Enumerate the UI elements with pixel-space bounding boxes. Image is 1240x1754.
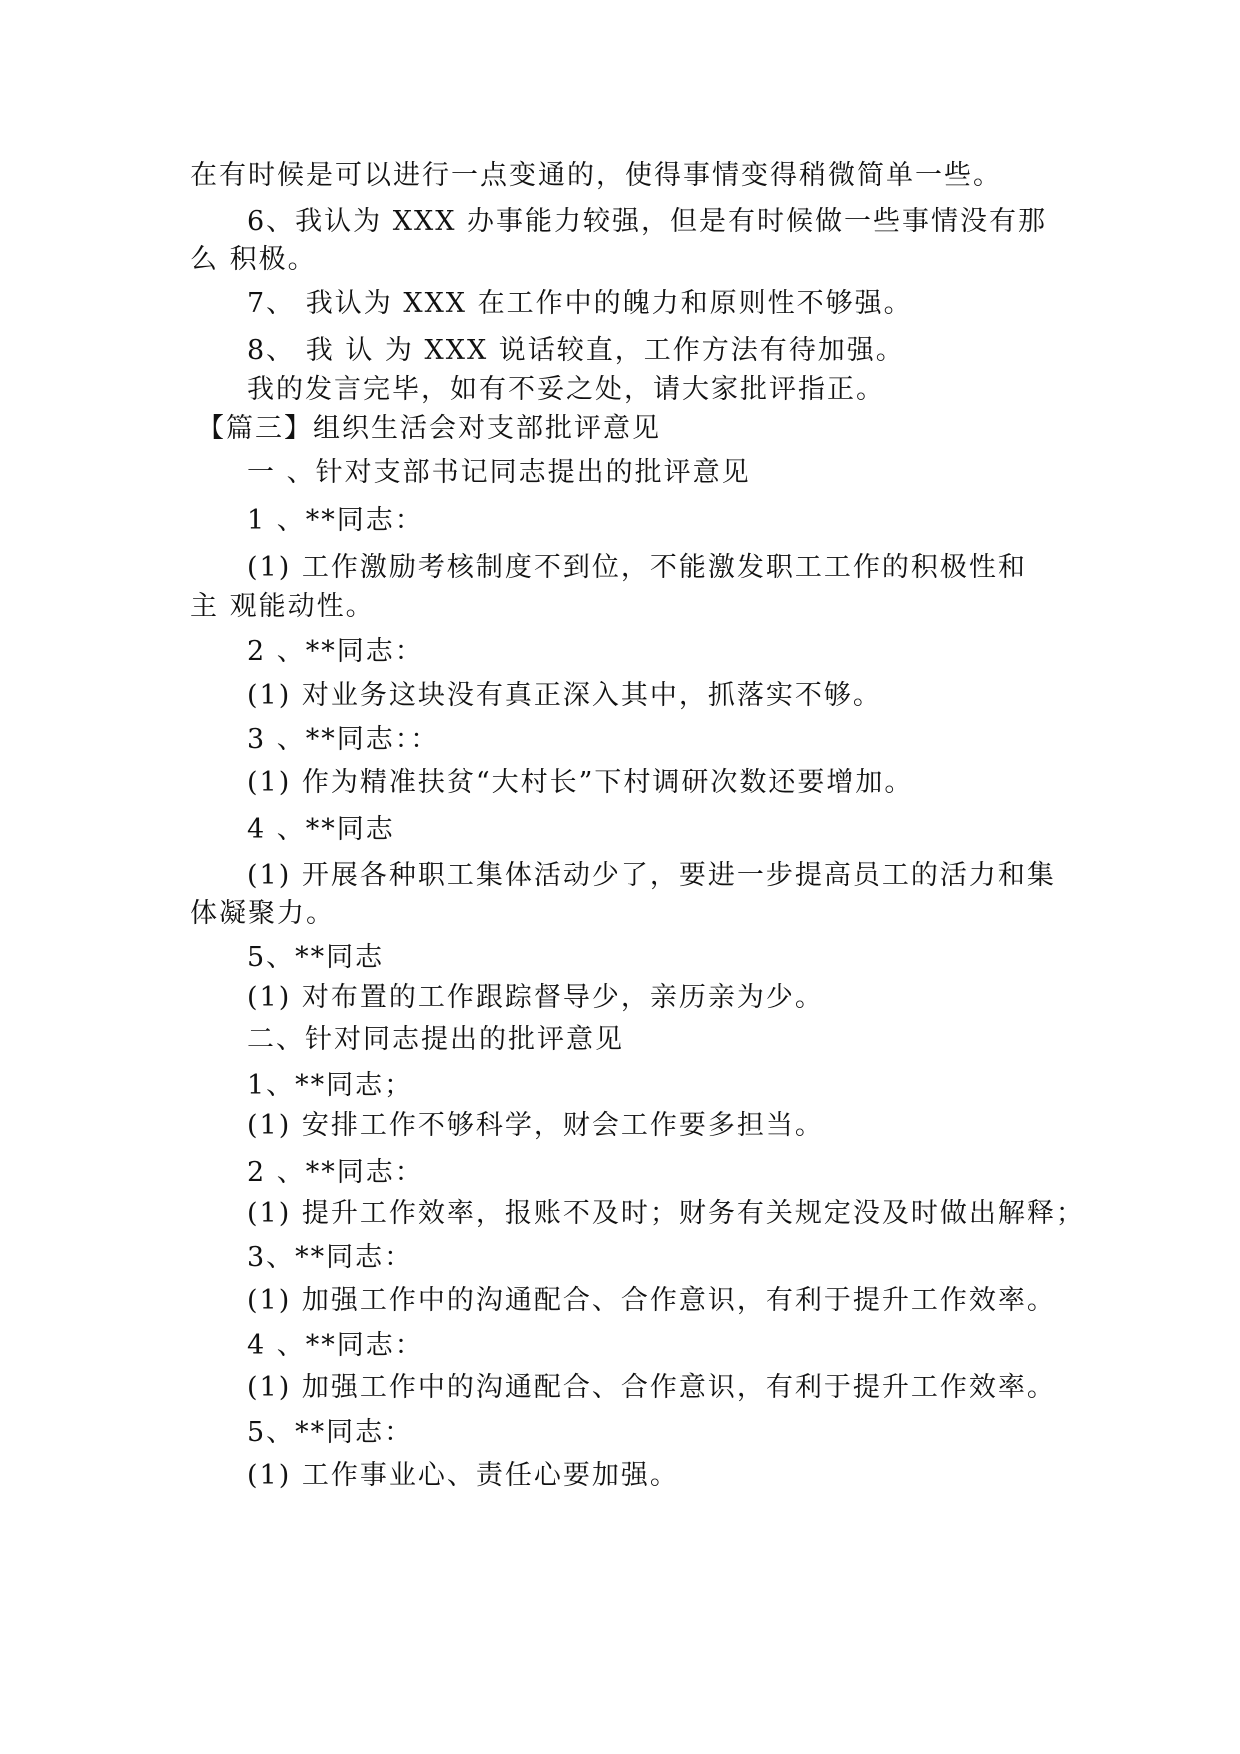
list-item-label: 3 、**同志：： <box>247 724 440 755</box>
paragraph-line: 7、 我认为 XXX 在工作中的魄力和原则性不够强。 <box>247 288 913 319</box>
list-item-label: 2 、**同志： <box>247 636 424 667</box>
list-item-label: 1、**同志； <box>247 1070 414 1101</box>
paragraph-line: 6、我认为 XXX 办事能力较强，但是有时候做一些事情没有那 <box>247 206 1048 237</box>
list-item-text: (1) 加强工作中的沟通配合、合作意识，有利于提升工作效率。 <box>247 1372 1056 1403</box>
list-item-text: (1) 作为精准扶贫“大村长”下村调研次数还要增加。 <box>247 767 914 798</box>
list-item-label: 5、**同志 <box>247 942 385 973</box>
list-item-label: 5、**同志： <box>247 1417 414 1448</box>
list-item-label: 2 、**同志： <box>247 1157 424 1188</box>
list-item-text: 体凝聚力。 <box>190 898 335 929</box>
paragraph-line: 么 积极。 <box>190 244 317 275</box>
list-item-label: 4 、**同志： <box>247 1330 424 1361</box>
list-item-label: 4 、**同志 <box>247 814 395 845</box>
subsection-heading: 二、针对同志提出的批评意见 <box>247 1024 624 1055</box>
list-item-text: 主 观能动性。 <box>190 591 375 622</box>
list-item-text: (1) 安排工作不够科学，财会工作要多担当。 <box>247 1110 824 1141</box>
list-item-label: 3、**同志： <box>247 1242 414 1273</box>
list-item-text: (1) 工作事业心、责任心要加强。 <box>247 1460 679 1491</box>
list-item-text: (1) 加强工作中的沟通配合、合作意识，有利于提升工作效率。 <box>247 1285 1056 1316</box>
list-item-text: (1) 工作激励考核制度不到位，不能激发职工工作的积极性和 <box>247 552 1027 583</box>
list-item-text: (1) 提升工作效率，报账不及时；财务有关规定没及时做出解释； <box>247 1198 1085 1229</box>
subsection-heading: 一 、针对支部书记同志提出的批评意见 <box>247 457 751 488</box>
section-heading: 【篇三】组织生活会对支部批评意见 <box>197 413 661 444</box>
paragraph-line: 8、 我 认 为 XXX 说话较直，工作方法有待加强。 <box>247 335 905 366</box>
list-item-text: (1) 对业务这块没有真正深入其中，抓落实不够。 <box>247 680 882 711</box>
paragraph-line: 我的发言完毕，如有不妥之处，请大家批评指正。 <box>247 374 885 405</box>
paragraph-line: 在有时候是可以进行一点变通的，使得事情变得稍微简单一些。 <box>190 160 1002 191</box>
list-item-text: (1) 开展各种职工集体活动少了，要进一步提高员工的活力和集 <box>247 860 1056 891</box>
list-item-label: 1 、**同志： <box>247 505 424 536</box>
list-item-text: (1) 对布置的工作跟踪督导少，亲历亲为少。 <box>247 982 824 1013</box>
